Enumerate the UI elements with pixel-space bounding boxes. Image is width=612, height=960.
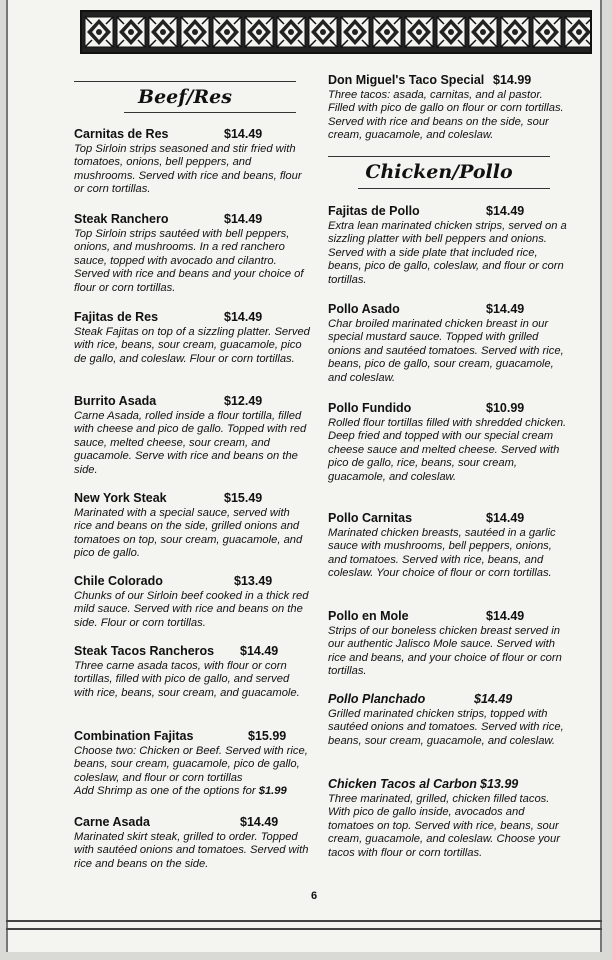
item-name: Chile Colorado [74,574,163,588]
item-description: Choose two: Chicken or Beef. Served with rice, beans, sour cream, guacamole, pico de gallo, coleslaw, and flour or corn tortillas [74,745,308,784]
item-price: $10.99 [486,401,525,415]
ornament-icon [148,16,178,48]
menu-item-special [328,73,568,143]
menu-item [74,127,310,197]
item-price: $13.49 [234,574,273,588]
item-price: $15.99 [248,729,287,743]
menu-item [74,310,310,366]
menu-item [328,511,568,581]
item-description: Marinated with a special sauce, served with rice and beans on the side, grilled onions and tomatoes on top, sour cream, guacamole, and pico de gallo. [74,507,303,560]
menu-item [74,491,310,561]
ornament-icon [180,16,210,48]
item-description: Top Sirloin strips seasoned and stir fried with tomatoes, onions, bell peppers, and mushrooms. Served with rice and beans, flour or corn tortillas. [74,143,302,196]
ornament-icon [116,16,146,48]
item-description: Extra lean marinated chicken strips, served on a sizzling platter with bell peppers and onions. Served with a side plate that included rice, beans, pico de gallo, coleslaw, and flour or corn tortillas. [328,220,567,286]
item-name: Pollo Fundido [328,401,412,415]
menu-item [74,394,310,477]
section-rule [358,188,550,189]
ornament-icon [84,16,114,48]
menu-item [74,212,310,295]
page-number: 6 [310,890,318,902]
ornament-icon [372,16,402,48]
item-name: Pollo Asado [328,302,400,316]
ornament-icon [436,16,466,48]
ornament-icon [564,16,592,48]
item-price: $14.49 [486,609,525,623]
item-price: $14.99 [493,73,532,87]
item-description: Marinated chicken breasts, sautéed in a garlic sauce with mushrooms, bell peppers, onions, and tomatoes. Served with rice, beans, and coleslaw. Your choice of flour or corn tortillas. [328,527,556,580]
item-name: Fajitas de Res [74,310,159,324]
item-price: $12.49 [224,394,263,408]
item-price: $14.49 [224,310,263,324]
item-name: Combination Fajitas [74,729,194,743]
item-name: Steak Tacos Rancheros [74,644,215,658]
item-extra-price: $1.99 [258,785,287,798]
item-price: $14.49 [240,815,279,829]
item-price: $14.49 [474,692,513,706]
item-price: $14.49 [224,212,263,226]
ornament-icon [244,16,274,48]
item-name: Carnitas de Res [74,127,169,141]
menu-item [328,692,568,748]
item-name: Burrito Asada [74,394,157,408]
item-name: Carne Asada [74,815,150,829]
item-description: Top Sirloin strips sautéed with bell peppers, onions, and mushrooms. In a red ranchero sauce, topped with avocado and cilantro. Served with rice and beans and your choice of flour or corn tortillas. [74,228,304,294]
menu-item [328,204,568,287]
item-name: Pollo Carnitas [328,511,413,525]
ornament-icon [500,16,530,48]
section-rule [74,81,296,82]
item-price: $14.49 [486,204,525,218]
item-name: Don Miguel's Taco Special [328,73,485,87]
menu-item [328,609,568,679]
section-rule [328,156,550,157]
menu-item [328,777,568,860]
item-description: Grilled marinated chicken strips, topped with sautéed onions and tomatoes. Served with rice, beans, sour cream, guacamole, and coleslaw. [328,708,564,747]
item-name: Chicken Tacos al Carbon [328,777,477,791]
menu-item [74,815,310,871]
beef-heading: Beef/Res [138,86,232,108]
item-price: $14.49 [486,511,525,525]
item-description: Three tacos: asada, carnitas, and al pastor. Filled with pico de gallo on flour or corn tortillas. Served with rice and beans on the side, sour cream, guacamole, and coleslaw. [328,89,564,142]
item-price: $14.49 [486,302,525,316]
menu-item [74,644,310,700]
menu-item [74,729,310,799]
item-name: Steak Ranchero [74,212,169,226]
item-description: Rolled flour tortillas filled with shredded chicken. Deep fried and topped with our special cream cheese sauce and melted cheese. Served with pico de gallo, rice, beans, sour cream, guacamole, and coleslaw. [328,417,567,483]
ornament-icon [212,16,242,48]
item-name: Pollo en Mole [328,609,409,623]
item-description: Chunks of our Sirloin beef cooked in a thick red mild sauce. Served with rice and beans on the side. Flour or corn tortillas. [74,590,309,629]
item-price: $14.49 [240,644,279,658]
chicken-heading: Chicken/Pollo [365,161,513,183]
item-description: Marinated skirt steak, grilled to order. Topped with sautéed onions and tomatoes. Served with rice and beans on the side. [74,831,309,870]
menu-item [328,302,568,385]
menu-item [74,574,310,630]
item-name: Fajitas de Pollo [328,204,420,218]
bottom-border [6,920,602,930]
ornament-icon [308,16,338,48]
decorative-banner [80,10,592,54]
ornament-icon [404,16,434,48]
item-description: Strips of our boneless chicken breast served in our authentic Jalisco Mole sauce. Served with rice and beans, and your choice of flour or corn tortillas. [328,625,562,678]
item-description: Three carne asada tacos, with flour or corn tortillas, filled with pico de gallo, and served with rice, beans, sour cream, and guacamole. [74,660,300,699]
item-description: Char broiled marinated chicken breast in our special mustard sauce. Topped with grilled onions and sautéed tomatoes. Served with rice, beans, pico de gallo, sour cream, guacamole, and coleslaw. [328,318,564,384]
ornament-icon [532,16,562,48]
item-description: Carne Asada, rolled inside a flour tortilla, filled with cheese and pico de gallo. Topped with red sauce, melted cheese, sour cream, and guacamole. Serve with rice and beans on the side. [74,410,307,476]
ornament-icon [468,16,498,48]
section-rule [124,112,296,113]
item-description: Steak Fajitas on top of a sizzling platter. Served with rice, beans, sour cream, guacamole, pico de gallo, and coleslaw. Flour or corn tortillas. [74,326,310,365]
menu-page [6,0,602,952]
item-description: Three marinated, grilled, chicken filled tacos. With pico de gallo inside, avocados and tomatoes on top. Served with rice, beans, sour cream, guacamole, and coleslaw. Choose your tacos with flour or corn tortillas. [328,793,560,859]
item-price: $13.99 [480,777,519,791]
ornament-icon [276,16,306,48]
item-price: $15.49 [224,491,263,505]
ornament-icon [340,16,370,48]
item-price: $14.49 [224,127,263,141]
item-name: Pollo Planchado [328,692,426,706]
menu-item [328,401,568,484]
item-extra: Add Shrimp as one of the options for [74,785,256,798]
item-name: New York Steak [74,491,167,505]
